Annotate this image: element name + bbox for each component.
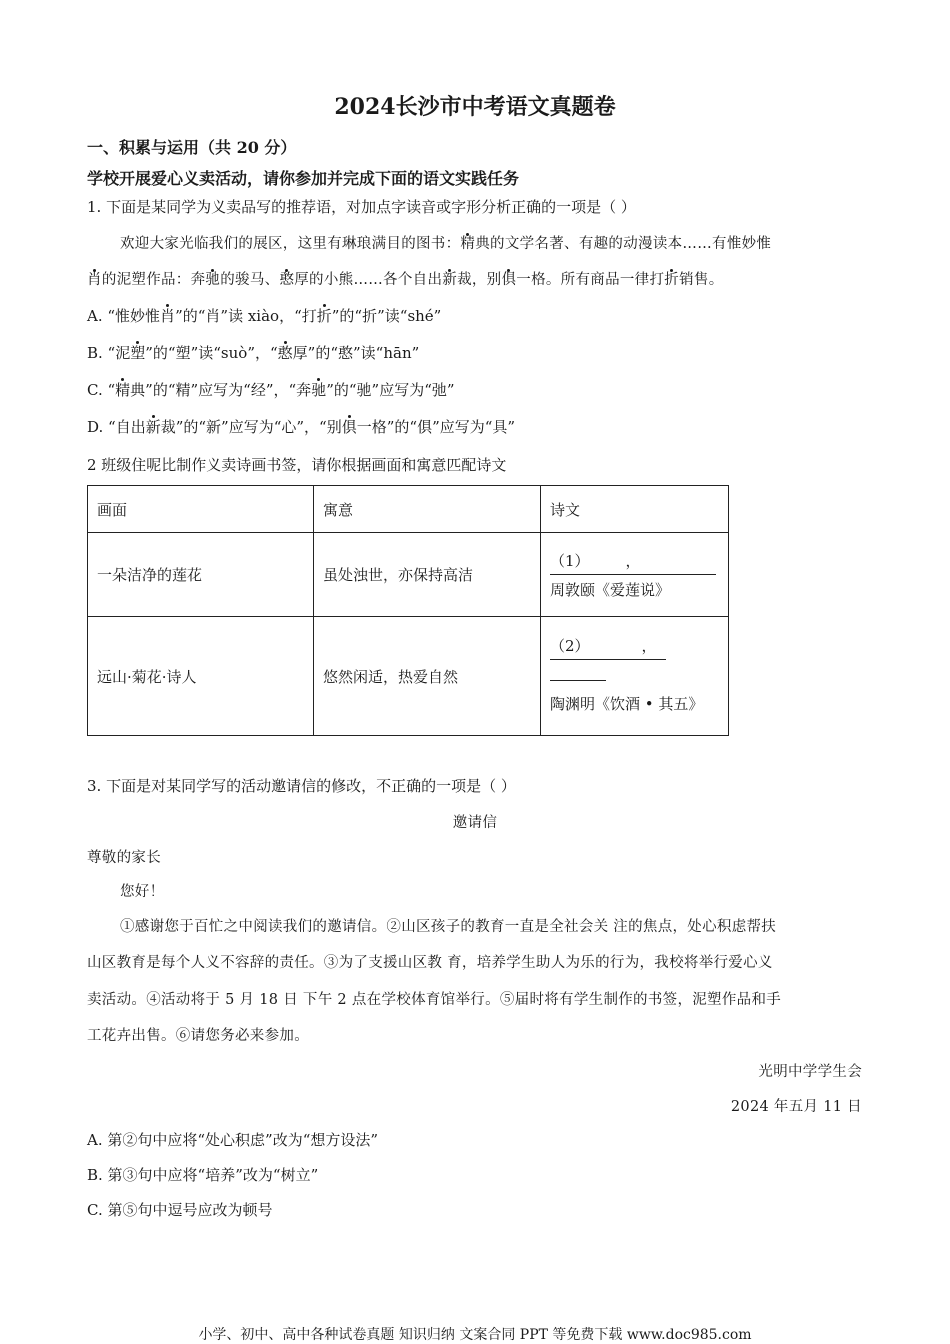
header-poem: 诗文 <box>541 486 729 533</box>
row2-poem <box>541 617 729 736</box>
table-row <box>88 617 729 736</box>
row2-source: 陶渊明《饮酒 • 其五》 <box>550 695 704 713</box>
q1-option-a: A. “惟妙惟肖”的“肖”读 xiào，“打折”的“折”读“shé” <box>87 307 442 325</box>
row2-picture: 远山·菊花·诗人 <box>88 617 314 736</box>
letter-body-line-2: 山区教育是每个人义不容辞的责任。③为了支援山区教 育，培养学生助人为乐的行为，我校将举行爱心义 <box>87 955 773 971</box>
q3-option-b: B. 第③句中应将“培养”改为“树立” <box>87 1166 319 1184</box>
table-row <box>88 533 729 617</box>
q1-passage-line-2: 肖的泥塑作品：奔驰的骏马、憨厚的小熊……各个自出新裁，别俱一格。所有商品一律打折销售。 <box>87 272 724 288</box>
letter-body-line-3: 卖活动。④活动将于 5 月 18 日 下午 2 点在学校体育馆举行。⑤届时将有学生制作的书签，泥塑作品和手 <box>87 992 782 1008</box>
answer-blank-2-continued[interactable] <box>550 660 606 681</box>
question-3-stem: 3. 下面是对某同学写的活动邀请信的修改，不正确的一项是（ ） <box>87 777 516 795</box>
letter-date: 2024 年五月 11 日 <box>730 1099 862 1115</box>
question-1-stem: 1. 下面是某同学为义卖品写的推荐语，对加点字读音或字形分析正确的一项是（ ） <box>87 198 636 216</box>
row1-picture: 一朵洁净的莲花 <box>88 533 314 617</box>
header-meaning: 寓意 <box>314 486 541 533</box>
letter-title: 邀请信 <box>452 815 498 831</box>
poem-matching-table <box>87 485 729 736</box>
header-picture: 画面 <box>88 486 314 533</box>
answer-blank-2[interactable]: （2） ， <box>550 633 666 660</box>
table-header-row <box>88 486 729 533</box>
question-2-stem: 2 班级住呢比制作义卖诗画书签，请你根据画面和寓意匹配诗文 <box>87 456 507 474</box>
page-title: 2024长沙市中考语文真题卷 <box>334 94 616 120</box>
row2-meaning: 悠然闲适，热爱自然 <box>314 617 541 736</box>
row1-poem <box>541 533 729 617</box>
section-heading: 一、积累与运用（共 20 分） <box>87 138 297 157</box>
letter-greeting: 您好！ <box>120 884 165 900</box>
q1-option-b: B. “泥塑”的“塑”读“suò”，“憨厚”的“憨”读“hān” <box>87 344 420 362</box>
q3-option-a: A. 第②句中应将“处心积虑”改为“想方设法” <box>87 1131 379 1149</box>
row1-source: 周敦颐《爱莲说》 <box>550 581 671 599</box>
page-footer: 小学、初中、高中各种试卷真题 知识归纳 文案合同 PPT 等免费下载 www.doc985.com <box>198 1327 752 1343</box>
q1-option-c: C. “精典”的“精”应写为“经”，“奔驰”的“驰”应写为“弛” <box>87 381 455 399</box>
q1-passage-line-1: 欢迎大家光临我们的展区，这里有琳琅满目的图书：精典的文学名著、有趣的动漫读本……有惟妙惟 <box>120 236 772 252</box>
letter-salutation: 尊敬的家长 <box>87 850 161 866</box>
row1-meaning: 虽处浊世，亦保持高洁 <box>314 533 541 617</box>
answer-blank-1[interactable]: （1） ， <box>550 548 716 575</box>
q1-option-d: D. “自出新裁”的“新”应写为“心”，“别俱一格”的“俱”应写为“具” <box>87 418 516 436</box>
q3-option-c: C. 第⑤句中逗号应改为顿号 <box>87 1201 273 1219</box>
task-intro: 学校开展爱心义卖活动，请你参加并完成下面的语文实践任务 <box>87 169 520 188</box>
letter-body-line-4: 工花卉出售。⑥请您务必来参加。 <box>87 1028 309 1044</box>
letter-signature: 光明中学学生会 <box>758 1064 862 1080</box>
letter-body-line-1: ①感谢您于百忙之中阅读我们的邀请信。②山区孩子的教育一直是全社会关 注的焦点，处心积虑帮扶 <box>120 919 777 935</box>
